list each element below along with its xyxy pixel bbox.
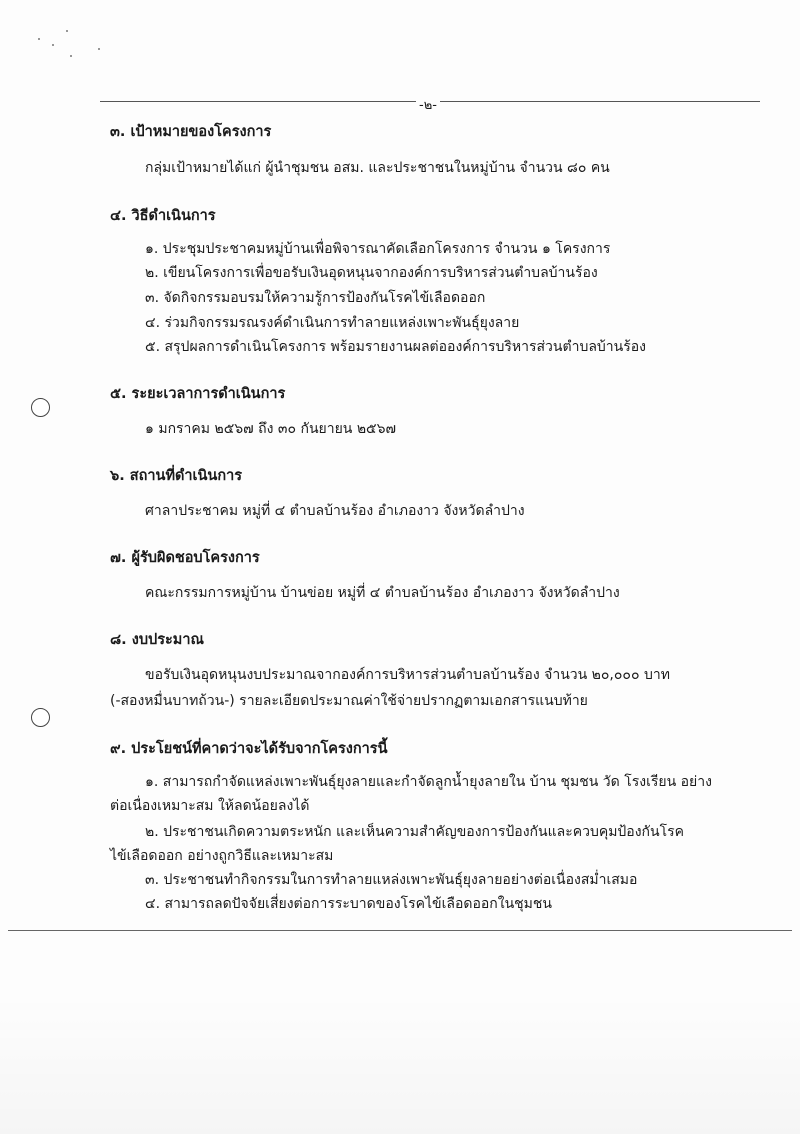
section-3-heading: ๓. เป้าหมายของโครงการ xyxy=(110,124,272,140)
section-4-line: ๑. ประชุมประชาคมหมู่บ้านเพื่อพิจารณาคัดเลือกโครงการ จำนวน ๑ โครงการ xyxy=(145,241,611,257)
section-4-line: ๕. สรุปผลการดำเนินโครงการ พร้อมรายงานผลต่อองค์การบริหารส่วนตำบลบ้านร้อง xyxy=(145,339,646,355)
section-9-line: ๒. ประชาชนเกิดความตระหนัก และเห็นความสำคัญของการป้องกันและควบคุมป้องกันโรค xyxy=(145,824,684,840)
section-7-heading: ๗. ผู้รับผิดชอบโครงการ xyxy=(110,550,260,566)
punch-hole xyxy=(31,398,50,417)
section-4-heading: ๔. วิธีดำเนินการ xyxy=(110,208,216,224)
section-5-heading: ๕. ระยะเวลาการดำเนินการ xyxy=(110,386,286,402)
section-8-line: (-สองหมื่นบาทถ้วน-) รายละเอียดประมาณค่าใช้จ่ายปรากฏตามเอกสารแนบท้าย xyxy=(110,693,588,709)
scan-shading xyxy=(0,994,800,1134)
section-8-heading: ๘. งบประมาณ xyxy=(110,632,204,648)
scan-speck xyxy=(38,38,40,40)
section-4-line: ๔. ร่วมกิจกรรมรณรงค์ดำเนินการทำลายแหล่งเพาะพันธุ์ยุงลาย xyxy=(145,315,520,331)
section-4-line: ๓. จัดกิจกรรมอบรมให้ความรู้การป้องกันโรคไข้เลือดออก xyxy=(145,290,486,306)
section-3-line: กลุ่มเป้าหมายได้แก่ ผู้นำชุมชน อสม. และประชาชนในหมู่บ้าน จำนวน ๘๐ คน xyxy=(145,160,610,176)
section-9-line: ๔. สามารถลดปัจจัยเสี่ยงต่อการระบาดของโรคไข้เลือดออกในชุมชน xyxy=(145,896,552,912)
section-7-line: คณะกรรมการหมู่บ้าน บ้านข่อย หมู่ที่ ๔ ตำบลบ้านร้อง อำเภองาว จังหวัดลำปาง xyxy=(145,585,620,601)
scan-speck xyxy=(98,48,100,50)
section-6-line: ศาลาประชาคม หมู่ที่ ๔ ตำบลบ้านร้อง อำเภองาว จังหวัดลำปาง xyxy=(145,503,525,519)
page-number: -๒- xyxy=(416,94,440,115)
section-9-line: ไข้เลือดออก อย่างถูกวิธีและเหมาะสม xyxy=(110,848,334,864)
footer-rule xyxy=(8,930,792,931)
punch-hole xyxy=(31,708,50,727)
scan-speck xyxy=(66,30,68,32)
section-4-line: ๒. เขียนโครงการเพื่อขอรับเงินอุดหนุนจากองค์การบริหารส่วนตำบลบ้านร้อง xyxy=(145,265,598,281)
section-9-line: ๓. ประชาชนทำกิจกรรมในการทำลายแหล่งเพาะพันธุ์ยุงลายอย่างต่อเนื่องสม่ำเสมอ xyxy=(145,872,638,888)
section-9-line: ๑. สามารถกำจัดแหล่งเพาะพันธุ์ยุงลายและกำจัดลูกน้ำยุงลายใน บ้าน ชุมชน วัด โรงเรียน อย่าง xyxy=(145,774,712,790)
section-8-line: ขอรับเงินอุดหนุนงบประมาณจากองค์การบริหารส่วนตำบลบ้านร้อง จำนวน ๒๐,๐๐๐ บาท xyxy=(145,667,670,683)
scan-speck xyxy=(70,55,72,57)
section-6-heading: ๖. สถานที่ดำเนินการ xyxy=(110,468,243,484)
section-5-line: ๑ มกราคม ๒๕๖๗ ถึง ๓๐ กันยายน ๒๕๖๗ xyxy=(145,421,397,437)
scan-speck xyxy=(52,44,54,46)
section-9-line: ต่อเนื่องเหมาะสม ให้ลดน้อยลงได้ xyxy=(110,798,310,814)
section-9-heading: ๙. ประโยชน์ที่คาดว่าจะได้รับจากโครงการนี้ xyxy=(110,741,388,757)
